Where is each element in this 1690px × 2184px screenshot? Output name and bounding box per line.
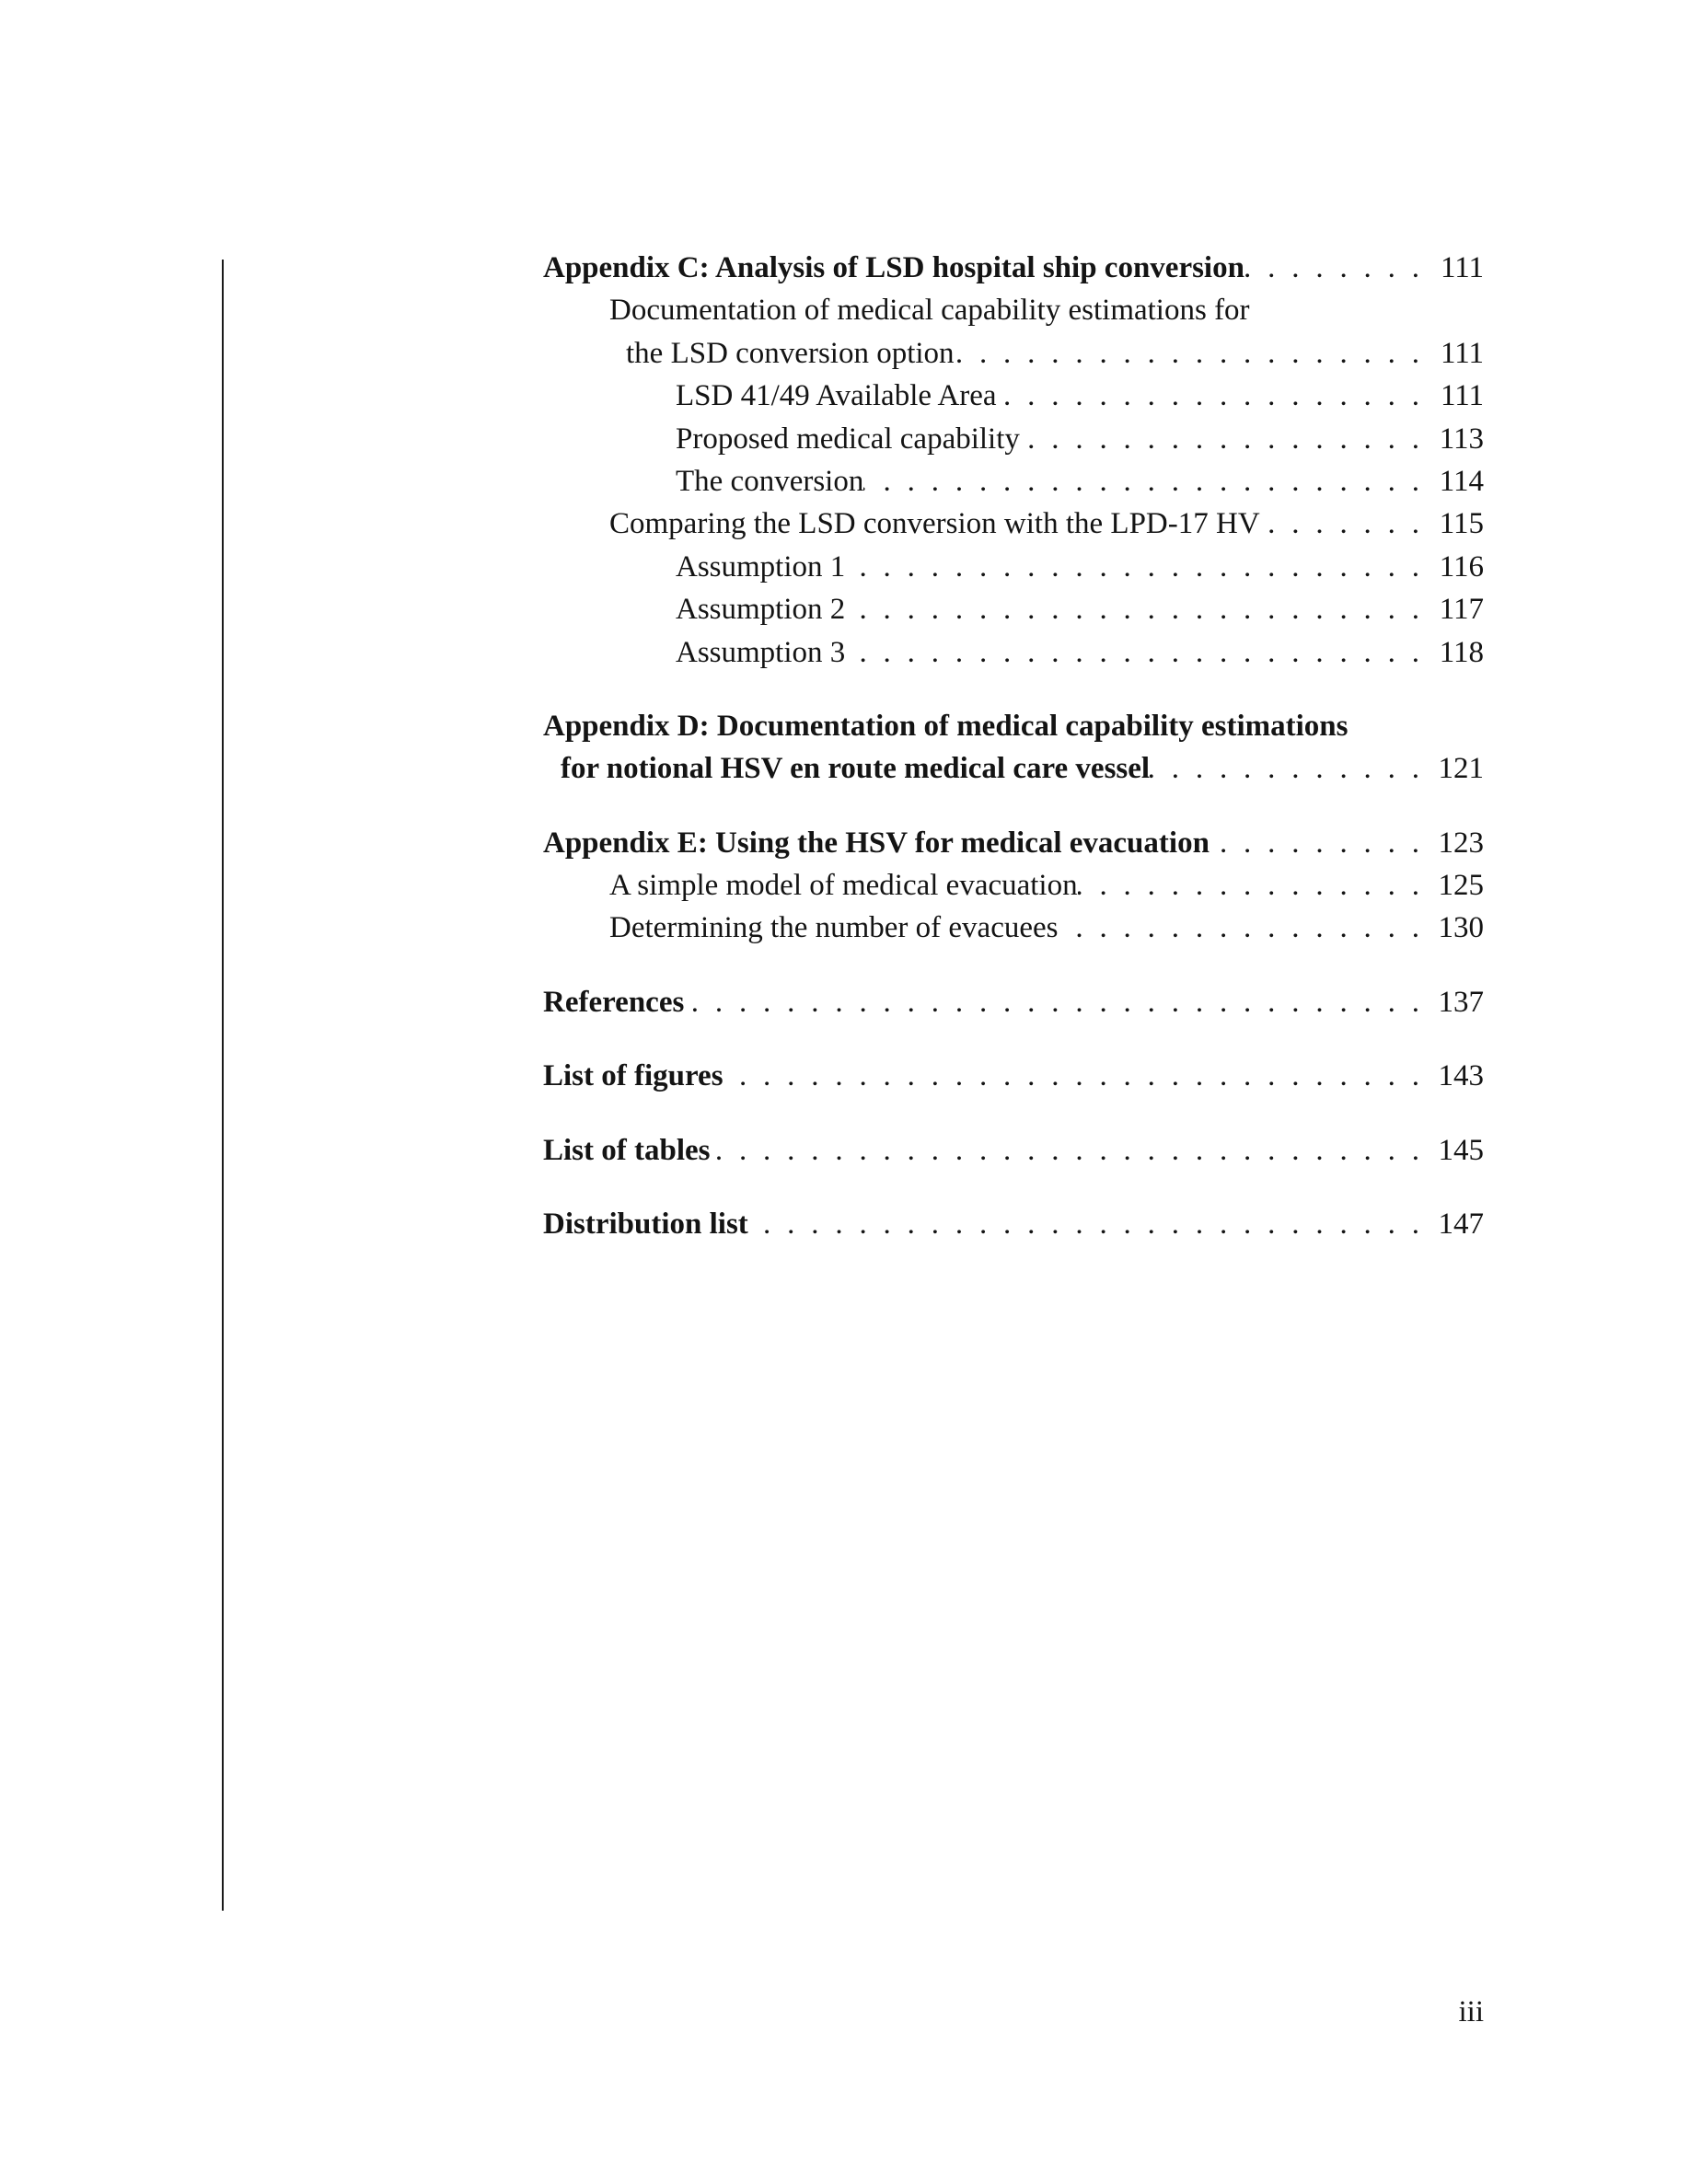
toc-entry-appendix-d[interactable] [543,705,1484,747]
toc-entry-title: List of figures [543,1059,723,1093]
toc-entry-title: Assumption 2 [676,593,846,627]
dot-leader [1020,418,1425,460]
toc-entry-title: Appendix D: Documentation of medical capability estimations [543,709,1349,743]
dot-leader [845,546,1425,588]
dot-leader [1260,503,1425,545]
toc-entry-the-conversion[interactable] [543,460,1484,503]
toc-entry-assumption-3[interactable] [543,631,1484,674]
toc-entry-title: Proposed medical capability [676,422,1020,456]
toc-entry-title: The conversion [676,464,864,498]
toc-entry-documentation-lsd[interactable] [543,289,1484,331]
toc-entry-proposed-capability[interactable] [543,418,1484,460]
dot-leader [684,981,1425,1023]
toc-entry-appendix-c[interactable] [543,247,1484,289]
toc-page-number: 137 [1438,985,1484,1019]
toc-page-number: 125 [1438,869,1484,903]
toc-entry-title: A simple model of medical evacuation [609,869,1078,903]
toc-page-number: 130 [1438,911,1484,945]
toc-entry-available-area[interactable] [543,375,1484,417]
toc-page-number: 111 [1440,379,1484,413]
toc-entry-documentation-lsd-cont[interactable] [543,332,1484,375]
toc-page-number: 117 [1439,593,1484,627]
toc-entry-title: for notional HSV en route medical care vessel [561,752,1151,786]
toc-page-number: 123 [1438,826,1484,860]
toc-entry-title: Appendix E: Using the HSV for medical evacuation [543,826,1210,860]
margin-rule [222,260,224,1911]
toc-entry-title: List of tables [543,1133,711,1167]
toc-entry-title: Assumption 3 [676,635,846,669]
toc-page-number: 118 [1439,635,1484,669]
page-number: iii [1458,1995,1484,2028]
toc-entry-appendix-d-cont[interactable] [543,747,1484,790]
toc-entry-list-of-tables[interactable] [543,1129,1484,1172]
toc-entry-references[interactable] [543,981,1484,1023]
toc-entry-assumption-2[interactable] [543,588,1484,630]
dot-leader [845,588,1425,630]
dot-leader [1244,247,1425,289]
toc-entry-list-of-figures[interactable] [543,1055,1484,1097]
toc-entry-comparing[interactable] [543,503,1484,545]
table-of-contents [543,247,1484,1245]
dot-leader [723,1055,1425,1097]
dot-leader [997,375,1425,417]
dot-leader [711,1129,1426,1172]
toc-entry-title: Assumption 1 [676,549,846,584]
toc-page-number: 121 [1438,752,1484,786]
toc-entry-title: Documentation of medical capability estimations for [609,294,1250,328]
toc-entry-title: References [543,985,685,1019]
dot-leader [1210,822,1425,864]
toc-entry-appendix-e[interactable] [543,822,1484,864]
toc-page-number: 147 [1438,1208,1484,1242]
dot-leader [1150,747,1425,790]
dot-leader [955,332,1425,375]
dot-leader [1058,907,1425,949]
toc-page-number: 111 [1440,251,1484,284]
dot-leader [863,460,1425,503]
toc-entry-number-of-evacuees[interactable] [543,907,1484,949]
toc-page-number: 115 [1439,507,1484,541]
dot-leader [1078,864,1425,907]
toc-entry-simple-model[interactable] [543,864,1484,907]
toc-entry-title: Determining the number of evacuees [609,911,1059,945]
toc-entry-title: LSD 41/49 Available Area [676,379,997,413]
toc-entry-distribution-list[interactable] [543,1203,1484,1245]
toc-entry-title: Appendix C: Analysis of LSD hospital ship conversion [543,251,1244,284]
toc-page-number: 111 [1440,336,1484,370]
toc-entry-title: Comparing the LSD conversion with the LPD-17 HV [609,507,1260,541]
toc-entry-assumption-1[interactable] [543,546,1484,588]
toc-page-number: 143 [1438,1059,1484,1093]
toc-page-number: 145 [1438,1133,1484,1167]
dot-leader [845,631,1425,674]
toc-page-number: 113 [1439,422,1484,456]
toc-entry-title: the LSD conversion option [626,336,955,370]
toc-page-number: 116 [1439,549,1484,584]
toc-page-number: 114 [1439,464,1484,498]
dot-leader [748,1203,1425,1245]
toc-entry-title: Distribution list [543,1208,748,1242]
